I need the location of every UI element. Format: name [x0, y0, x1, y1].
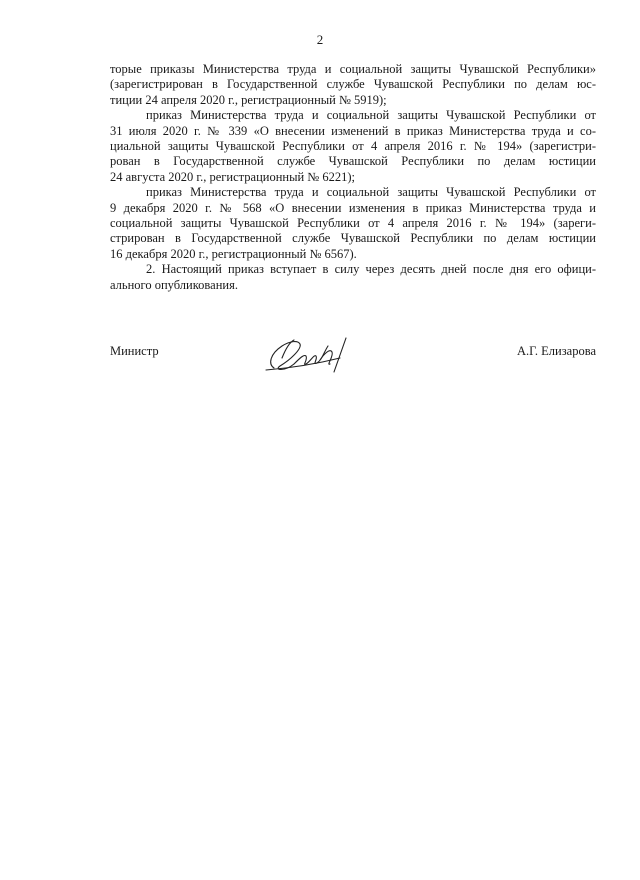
text-line: торые приказы Министерства труда и социальной защиты Чувашской Республики»	[110, 62, 596, 76]
text-line: циальной защиты Чувашской Республики от 4 апреля 2016 г. № 194» (зарегистри-	[110, 139, 596, 154]
text-line: 16 декабря 2020 г., регистрационный № 6567).	[110, 246, 357, 261]
text-line: 31 июля 2020 г. № 339 «О внесении изменений в приказ Министерства труда и со-	[110, 123, 596, 138]
signer-position: Министр	[110, 344, 159, 358]
text-line: 2. Настоящий приказ вступает в силу через десять дней после дня его офици-	[146, 262, 596, 277]
signature-block	[110, 340, 596, 380]
text-line: рован в Государственной службе Чувашской Республики по делам юстиции	[110, 154, 596, 169]
text-line: ального опубликования.	[110, 277, 238, 292]
text-line: 9 декабря 2020 г. № 568 «О внесении изменения в приказ Министерства труда и	[110, 200, 596, 215]
text-line: стрирован в Государственной службе Чувашской Республики по делам юстиции	[110, 231, 596, 246]
text-line: социальной защиты Чувашской Республики от 4 апреля 2016 г. № 194» (зареги-	[110, 216, 596, 231]
signer-name: А.Г. Елизарова	[516, 344, 596, 358]
page-number: 2	[316, 32, 324, 47]
text-line: тиции 24 апреля 2020 г., регистрационный № 5919);	[110, 92, 387, 107]
text-line: 24 августа 2020 г., регистрационный № 6221);	[110, 169, 355, 184]
text-line: приказ Министерства труда и социальной защиты Чувашской Республики от	[146, 108, 596, 123]
document-body	[110, 62, 596, 293]
text-line: (зарегистрирован в Государственной службе Чувашской Республики по делам юс-	[110, 77, 596, 92]
text-line: приказ Министерства труда и социальной защиты Чувашской Республики от	[146, 185, 596, 200]
handwritten-signature	[260, 334, 370, 376]
